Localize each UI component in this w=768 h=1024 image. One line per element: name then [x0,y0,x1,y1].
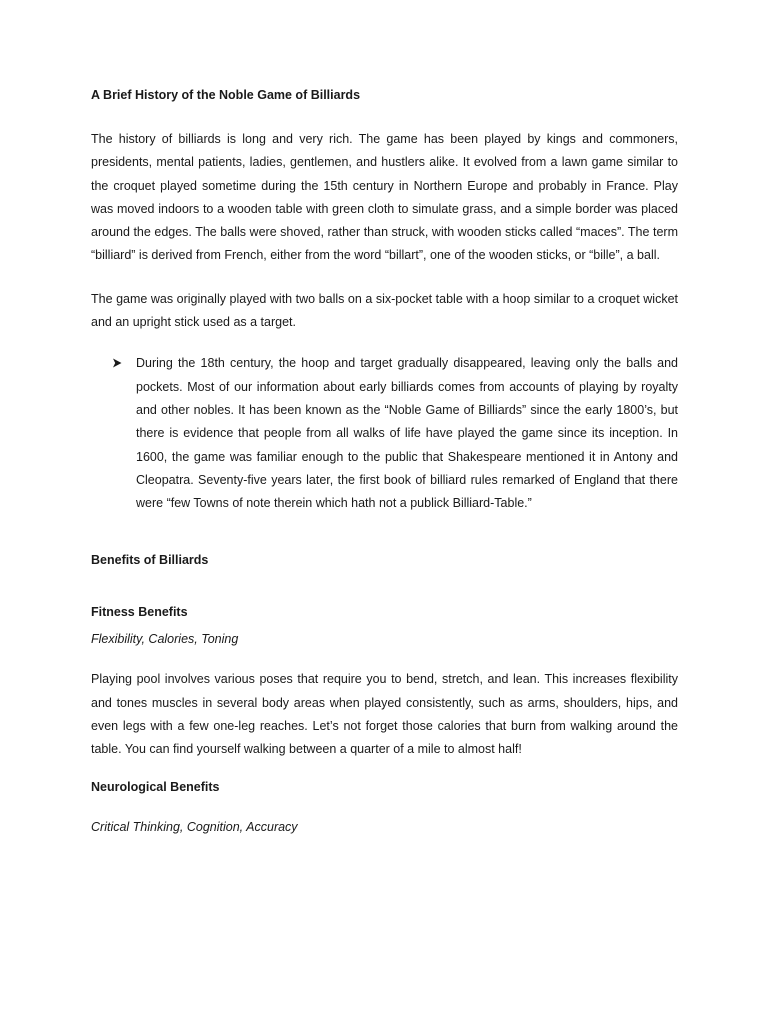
intro-paragraph: The history of billiards is long and very rich. The game has been played by kings and commoners, presidents, mental patients, ladies, gentlemen, and hustlers alike. It evolved from a lawn game similar to the croquet played sometime during the 15th century in Northern Europe and probably in France. Play was moved indoors to a wooden table with green cloth to simulate grass, and a simple border was placed around the edges. The balls were shoved, rather than struck, with wooden sticks called “maces”. The term “billiard” is derived from French, either from the word “billart”, one of the wooden sticks, or “bille”, a ball. [91,132,678,263]
bullet-text: During the 18th century, the hoop and target gradually disappeared, leaving only the balls and pockets. Most of our information about early billiards comes from accounts of playing by royalty and other nobles. It has been known as the “Noble Game of Billiards” since the early 1800’s, but there is evidence that people from all walks of life have played the game since its inception. In 1600, the game was familiar enough to the public that Shakespeare mentioned it in Antony and Cleopatra. Seventy-five years later, the first book of billiard rules remarked of England that there were “few Towns of note therein which hath not a publick Billiard-Table.” [136,356,678,511]
neurological-subtitle: Critical Thinking, Cognition, Accuracy [91,819,298,834]
document-page [91,86,678,836]
neurological-heading: Neurological Benefits [91,779,220,794]
benefits-heading: Benefits of Billiards [91,553,209,568]
fitness-paragraph: Playing pool involves various poses that require you to bend, stretch, and lean. This increases flexibility and tones muscles in several body areas when played consistently, such as arms, shoulders, hips, and even legs with a few one-leg reaches. Let’s not forget those calories that burn from walking around the table. You can find yourself walking between a quarter of a mile to almost half! [91,672,678,757]
fitness-heading: Fitness Benefits [91,605,188,620]
bullet-item [112,352,678,515]
document-title: A Brief History of the Noble Game of Billiards [91,88,361,102]
second-paragraph: The game was originally played with two balls on a six-pocket table with a hoop similar to a croquet wicket and an upright stick used as a target. [91,291,678,330]
arrowhead-bullet-icon [112,352,136,515]
fitness-subtitle: Flexibility, Calories, Toning [91,632,239,647]
